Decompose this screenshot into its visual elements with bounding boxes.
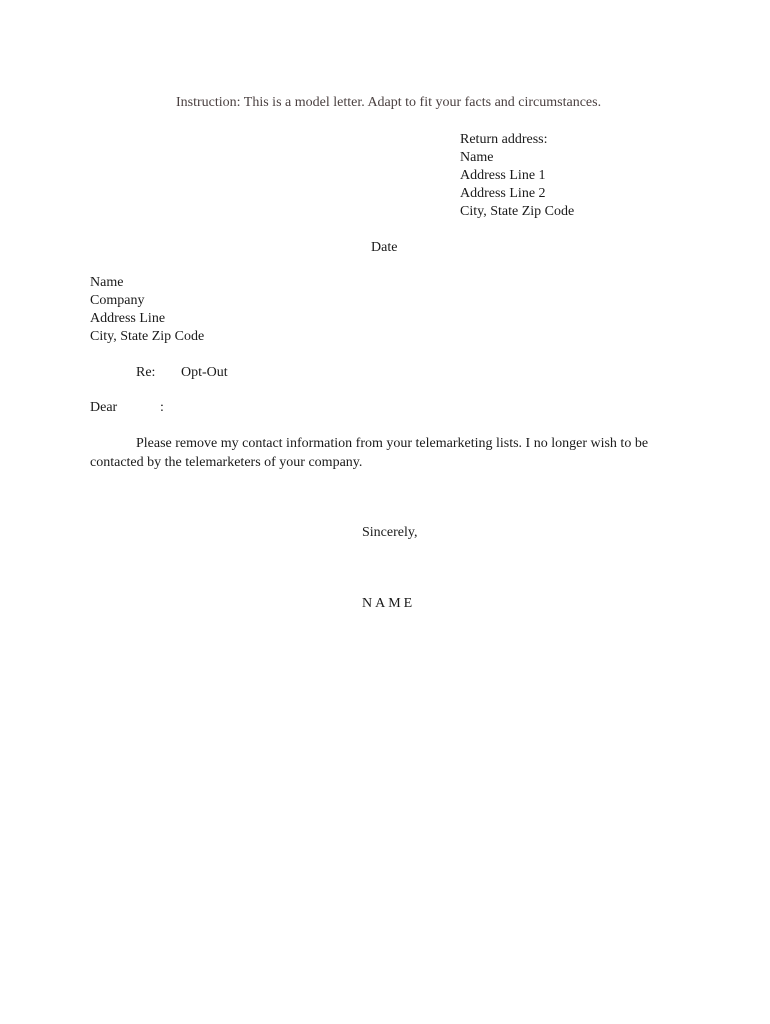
recipient-address-line: Address Line bbox=[90, 311, 166, 326]
return-address-line1: Address Line 1 bbox=[460, 168, 546, 183]
recipient-company: Company bbox=[90, 293, 145, 308]
recipient-name: Name bbox=[90, 275, 124, 290]
letter-date: Date bbox=[371, 240, 398, 255]
return-address-block bbox=[460, 131, 574, 221]
return-address-city-state-zip: City, State Zip Code bbox=[460, 204, 575, 219]
return-address-line2: Address Line 2 bbox=[460, 186, 546, 201]
return-address-name: Name bbox=[460, 150, 494, 165]
recipient-address-block bbox=[90, 274, 204, 346]
salutation-colon: : bbox=[160, 400, 164, 415]
re-label: Re: bbox=[136, 365, 156, 380]
return-address-label: Return address: bbox=[460, 132, 548, 147]
signature-name: NAME bbox=[362, 596, 416, 611]
instruction-text: Instruction: This is a model letter. Adapt to fit your facts and circumstances. bbox=[176, 95, 602, 110]
closing: Sincerely, bbox=[362, 525, 418, 540]
recipient-city-state-zip: City, State Zip Code bbox=[90, 329, 205, 344]
re-subject: Opt-Out bbox=[181, 365, 228, 380]
letter-body: Please remove my contact information from your telemarketing lists. I no longer wish to be contacted by the telemarketers of your company. bbox=[90, 436, 649, 470]
salutation-dear: Dear bbox=[90, 400, 118, 415]
